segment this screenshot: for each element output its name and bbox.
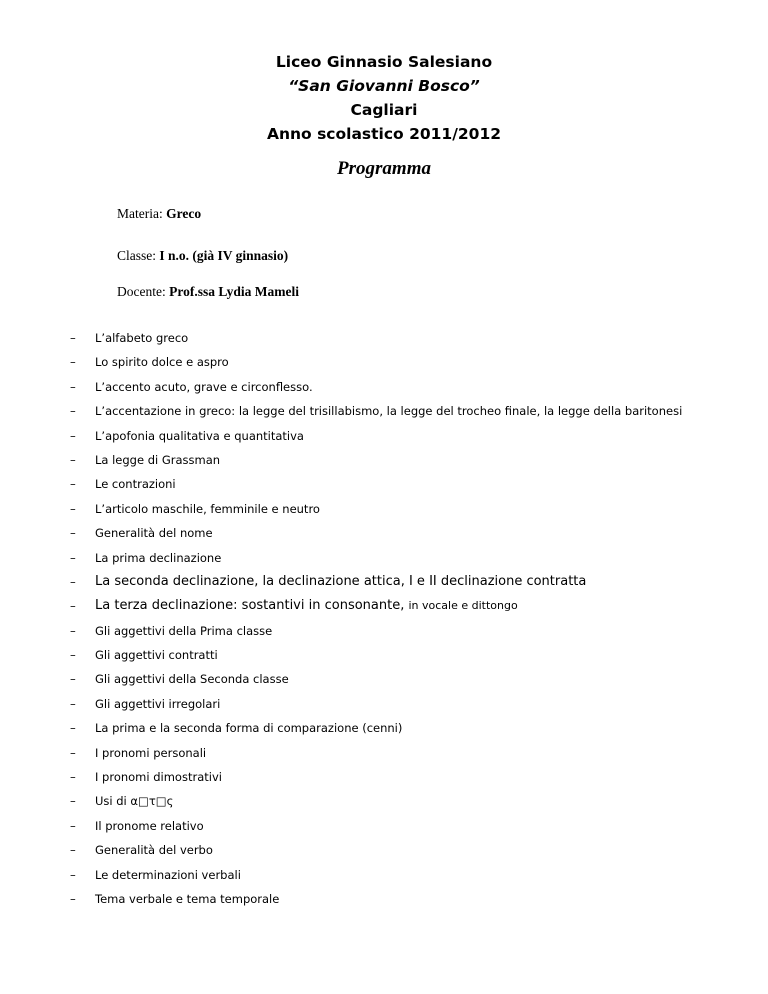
bullet-dash: – [70,501,76,516]
topic-text: Lo spirito dolce e aspro [95,355,229,370]
list-item [0,692,768,716]
topic-text: L’alfabeto greco [95,331,189,345]
list-item [0,667,768,691]
bullet-dash: – [70,648,76,663]
bullet-dash: – [70,672,76,687]
topic-text: Gli aggettivi irregolari [95,696,221,711]
teacher-line [117,284,299,300]
bullet-dash: – [70,794,76,809]
topic-text: L’articolo maschile, femminile e neutro [95,501,320,516]
class-label: Classe: [117,248,160,263]
list-item [0,716,768,740]
topic-text: Generalità del nome [95,526,213,541]
bullet-dash: – [70,404,76,419]
school-city: Cagliari [350,101,418,119]
topic-text: L’accentazione in greco: la legge del trisillabismo, la legge del trocheo finale, la legge della baritonesi [95,404,683,419]
page-title: Programma [337,158,431,179]
topic-text: La legge di Grassman [95,452,221,467]
bullet-dash: – [70,526,76,541]
list-item [0,863,768,887]
list-item [0,497,768,521]
list-item [0,424,768,448]
topic-text: Gli aggettivi della Seconda classe [95,672,289,687]
topic-text: I pronomi dimostrativi [95,770,222,785]
list-item [0,594,768,618]
subject-value: Greco [166,206,202,221]
bullet-dash: – [70,452,76,467]
topic-text: La seconda declinazione, la declinazione attica, I e II declinazione contratta [95,573,587,589]
list-item [0,448,768,472]
list-item [0,521,768,545]
topic-text: Generalità del verbo [95,843,213,858]
topic-text-tail: in vocale e dittongo [408,599,518,613]
topic-text-main: La terza declinazione: sostantivi in consonante, [95,598,409,614]
list-item [0,765,768,789]
topic-text: La prima e la seconda forma di comparazione (cenni) [95,721,403,736]
bullet-dash: – [70,843,76,858]
topic-text: Le determinazioni verbali [95,867,241,882]
bullet-dash: – [70,745,76,760]
topic-text: Le contrazioni [95,477,176,492]
document-header [0,50,768,146]
bullet-dash: – [70,379,76,394]
bullet-dash: – [70,623,76,638]
list-item [0,741,768,765]
topic-text: Tema verbale e tema temporale [95,891,280,906]
list-item [0,472,768,496]
bullet-dash: – [70,721,76,736]
bullet-dash: – [70,891,76,906]
topic-text [95,594,518,618]
bullet-dash: – [70,550,76,565]
bullet-dash: – [70,818,76,833]
list-item [0,399,768,423]
list-item [0,350,768,374]
topic-text: L’apofonia qualitativa e quantitativa [95,428,304,443]
bullet-dash: – [70,477,76,492]
bullet-dash: – [70,428,76,443]
school-year: Anno scolastico 2011/2012 [266,125,502,143]
bullet-dash: – [70,770,76,785]
list-item [0,570,768,594]
list-item [0,619,768,643]
topic-text: L’accento acuto, grave e circonflesso. [95,379,313,394]
topic-text: Il pronome relativo [95,818,204,833]
topic-text: I pronomi personali [95,745,207,760]
list-item [0,814,768,838]
school-name: Liceo Ginnasio Salesiano [275,53,493,71]
topic-text: Usi di α□τ□ς [95,794,174,809]
teacher-label: Docente: [117,284,170,299]
subject-label: Materia: [117,206,167,221]
list-item [0,546,768,570]
bullet-dash: – [70,355,76,370]
list-item [0,375,768,399]
topic-text: La prima declinazione [95,550,222,565]
bullet-dash: – [70,867,76,882]
bullet-dash: – [70,599,76,614]
bullet-dash: – [70,696,76,711]
bullet-dash: – [70,331,76,345]
list-item [0,643,768,667]
class-line [117,248,288,264]
topic-text: Gli aggettivi della Prima classe [95,623,273,638]
teacher-value: Prof.ssa Lydia Mameli [169,284,299,299]
topic-text: Gli aggettivi contratti [95,648,218,663]
topic-list [0,326,768,911]
subject-line [117,206,201,222]
bullet-dash: – [70,574,76,589]
class-value: I n.o. (già IV ginnasio) [159,248,289,263]
list-item [0,789,768,813]
list-item [0,838,768,862]
list-item [0,326,768,350]
school-patron: “San Giovanni Bosco” [288,77,480,95]
list-item [0,887,768,911]
